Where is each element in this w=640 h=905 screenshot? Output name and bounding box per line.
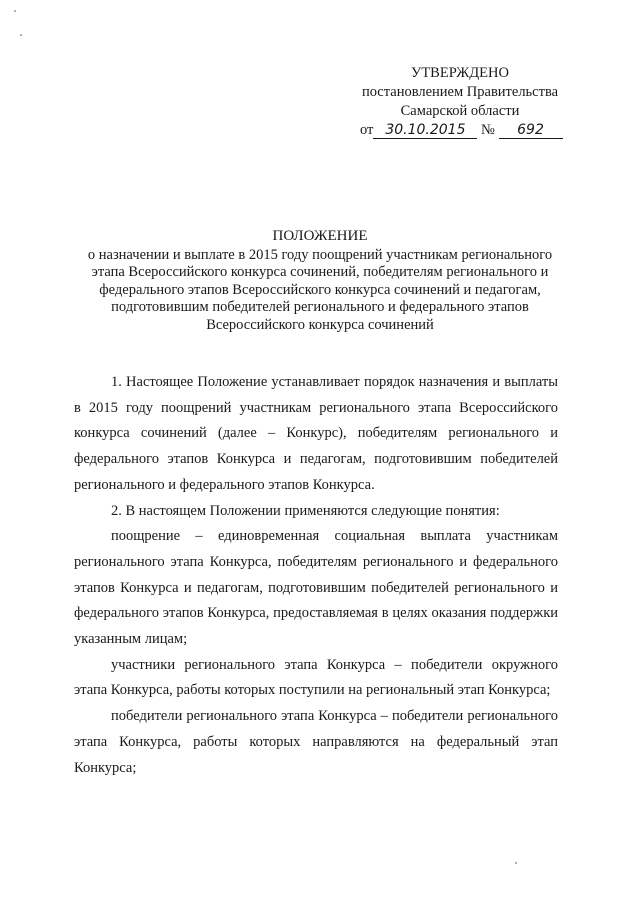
- document-body: [74, 370, 558, 781]
- approval-date-line: [350, 121, 570, 140]
- approval-line-2: Самарской области: [400, 103, 520, 119]
- paragraph: участники регионального этапа Конкурса – победители окружного этапа Конкурса, работы которых поступили на региональный этап Конкурса;: [74, 656, 558, 699]
- approval-title: УТВЕРЖДЕНО: [411, 65, 509, 81]
- number-prefix: №: [481, 122, 495, 138]
- date-prefix: от: [360, 122, 374, 138]
- scan-mark: [20, 34, 22, 36]
- handwritten-date: 30.10.2015: [373, 123, 477, 139]
- paragraph: поощрение – единовременная социальная выплата участникам регионального этапа Конкурса, победителям регионального и федерального этапов Конкурса и педагогам, подготовившим победителей регионального и федерального этапов Конкурса, предоставляемая в целях оказания поддержки указанным лицам;: [74, 528, 558, 648]
- approval-stamp: [350, 64, 570, 140]
- subtitle-line: этапа Всероссийского конкурса сочинений, победителям регионального и: [91, 264, 549, 280]
- approval-line-1: постановлением Правительства: [361, 84, 559, 100]
- handwritten-number: 692: [499, 123, 563, 139]
- paragraph: 1. Настоящее Положение устанавливает порядок назначения и выплаты в 2015 году поощрений участникам регионального этапа Всероссийского конкурса сочинений (далее – Конкурс), победителям регионального и федерального этапов Конкурса и педагогам, подготовившим победителей регионального и федерального этапов Конкурса.: [74, 374, 558, 493]
- subtitle-line: подготовившим победителей регионального и федерального этапов: [111, 299, 529, 315]
- subtitle-line: о назначении и выплате в 2015 году поощрений участникам регионального: [87, 246, 553, 263]
- paragraph: 2. В настоящем Положении применяются следующие понятия:: [111, 502, 500, 519]
- scan-mark: [14, 10, 16, 12]
- document-title-block: [50, 228, 590, 334]
- subtitle-line: Всероссийского конкурса сочинений: [206, 316, 434, 333]
- subtitle-line: федерального этапов Всероссийского конкурса сочинений и педагогам,: [99, 281, 541, 298]
- paragraph: победители регионального этапа Конкурса – победители регионального этапа Конкурса, работы которых направляются на федеральный этап Конкурса;: [74, 708, 558, 776]
- document-heading: ПОЛОЖЕНИЕ: [272, 228, 368, 244]
- scan-mark: [515, 862, 517, 864]
